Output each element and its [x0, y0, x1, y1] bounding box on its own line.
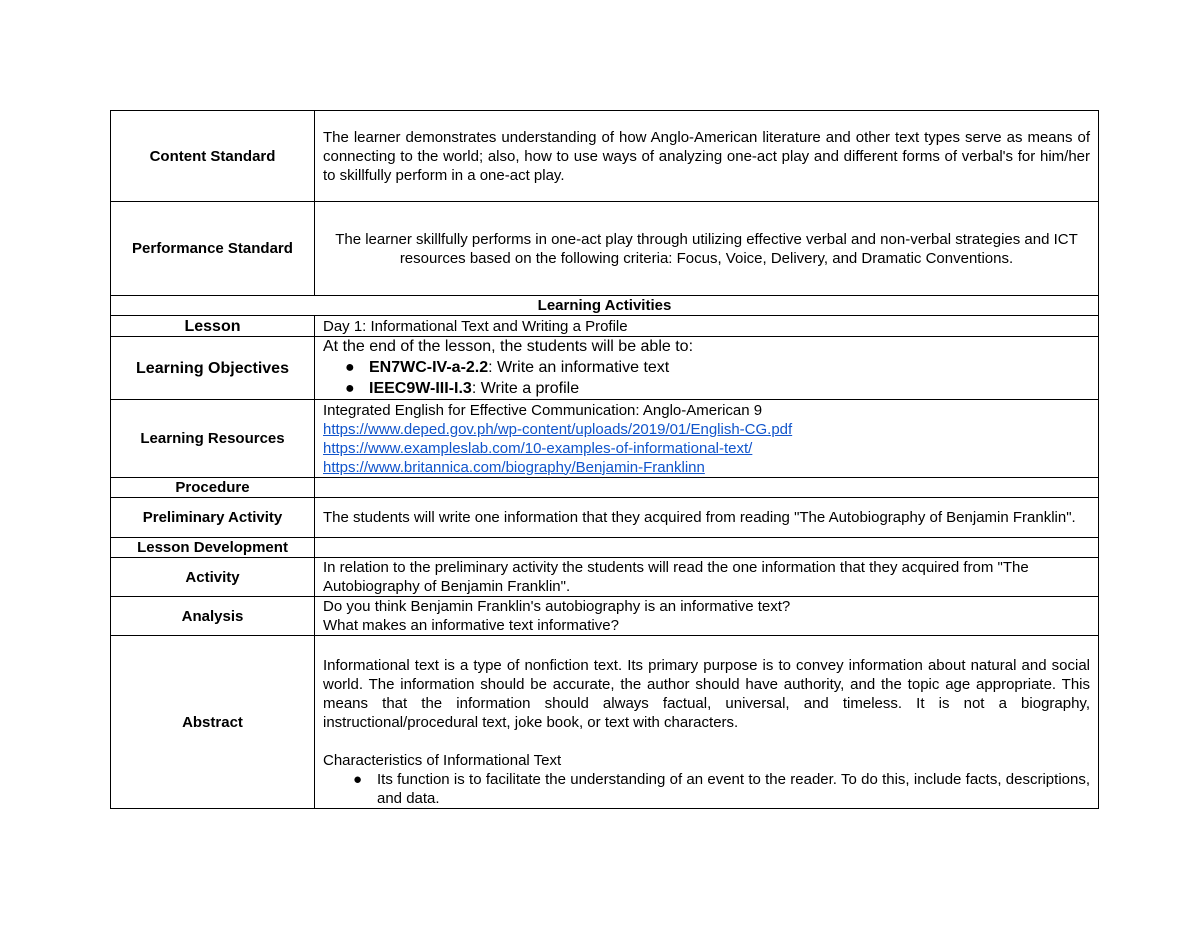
objective-text: : Write an informative text — [488, 359, 670, 376]
row-lesson — [111, 316, 1099, 337]
preliminary-activity-text: The students will write one information that they acquired from reading "The Autobiography of Benjamin Franklin". — [315, 498, 1099, 538]
learning-activities-header: Learning Activities — [111, 296, 1099, 316]
row-abstract — [111, 636, 1099, 809]
learning-objectives-cell — [315, 337, 1099, 400]
bullet-icon: ● — [345, 380, 355, 397]
objective-code: IEEC9W-III-I.3 — [369, 380, 472, 397]
lesson-label: Lesson — [111, 316, 315, 337]
resource-link-exampleslab[interactable]: https://www.exampleslab.com/10-examples-of-informational-text/ — [323, 439, 753, 457]
lesson-text: Day 1: Informational Text and Writing a Profile — [315, 316, 1099, 337]
row-lesson-development — [111, 538, 1099, 558]
row-procedure — [111, 478, 1099, 498]
learning-objectives-label: Learning Objectives — [111, 337, 315, 400]
content-standard-text: The learner demonstrates understanding of how Anglo-American literature and other text types serve as means of connecting to the world; also, how to use ways of analyzing one-act play and different forms of verbal's for him/her to skillfully perform in a one-act play. — [315, 111, 1099, 202]
lesson-development-label: Lesson Development — [111, 538, 315, 558]
objectives-list — [323, 357, 1090, 399]
characteristic-text: Its function is to facilitate the understanding of an event to the reader. To do this, include facts, descriptions, and data. — [377, 770, 1090, 807]
objective-item — [345, 357, 1090, 378]
characteristics-heading: Characteristics of Informational Text — [323, 751, 562, 769]
lesson-plan-table — [110, 110, 1099, 809]
row-activity — [111, 558, 1099, 597]
content-standard-label: Content Standard — [111, 111, 315, 202]
resource-link-britannica[interactable]: https://www.britannica.com/biography/Benjamin-Franklinn — [323, 458, 705, 476]
performance-standard-label: Performance Standard — [111, 202, 315, 296]
resource-book: Integrated English for Effective Communication: Anglo-American 9 — [323, 401, 763, 419]
row-learning-objectives — [111, 337, 1099, 400]
bullet-icon: ● — [345, 359, 355, 376]
learning-resources-label: Learning Resources — [111, 400, 315, 478]
lesson-development-empty-cell — [315, 538, 1099, 558]
objective-item — [345, 378, 1090, 399]
row-performance-standard — [111, 202, 1099, 296]
resource-link-deped[interactable]: https://www.deped.gov.ph/wp-content/uploads/2019/01/English-CG.pdf — [323, 420, 793, 438]
procedure-empty-cell — [315, 478, 1099, 498]
analysis-question-1: Do you think Benjamin Franklin's autobiography is an informative text? — [323, 598, 791, 615]
performance-standard-text: The learner skillfully performs in one-act play through utilizing effective verbal and non-verbal strategies and ICT resources based on the following criteria: Focus, Voice, Delivery, and Dramatic Conventions. — [315, 202, 1099, 296]
characteristics-list — [323, 770, 1090, 808]
abstract-label: Abstract — [111, 636, 315, 809]
objectives-intro: At the end of the lesson, the students will be able to: — [323, 338, 694, 355]
bullet-icon: ● — [353, 770, 363, 788]
learning-resources-cell — [315, 400, 1099, 478]
analysis-question-2: What makes an informative text informative? — [323, 617, 619, 634]
activity-text: In relation to the preliminary activity the students will read the one information that they acquired from "The Autobiography of Benjamin Franklin". — [315, 558, 1099, 597]
row-content-standard — [111, 111, 1099, 202]
characteristic-item — [353, 770, 1090, 808]
abstract-cell — [315, 636, 1099, 809]
analysis-label: Analysis — [111, 597, 315, 636]
objective-code: EN7WC-IV-a-2.2 — [369, 359, 489, 376]
row-preliminary-activity — [111, 498, 1099, 538]
row-analysis — [111, 597, 1099, 636]
preliminary-activity-label: Preliminary Activity — [111, 498, 315, 538]
analysis-cell — [315, 597, 1099, 636]
row-learning-resources — [111, 400, 1099, 478]
procedure-label: Procedure — [111, 478, 315, 498]
row-learning-activities-header — [111, 296, 1099, 316]
activity-label: Activity — [111, 558, 315, 597]
objective-text: : Write a profile — [471, 380, 580, 397]
abstract-paragraph: Informational text is a type of nonfiction text. Its primary purpose is to convey information about natural and social world. The information should be accurate, the author should have authority, and the topic age appropriate. This means that the information should always factual, universal, and timeless. It is not a biography, instructional/procedural text, joke book, or text with characters. — [323, 656, 1090, 731]
